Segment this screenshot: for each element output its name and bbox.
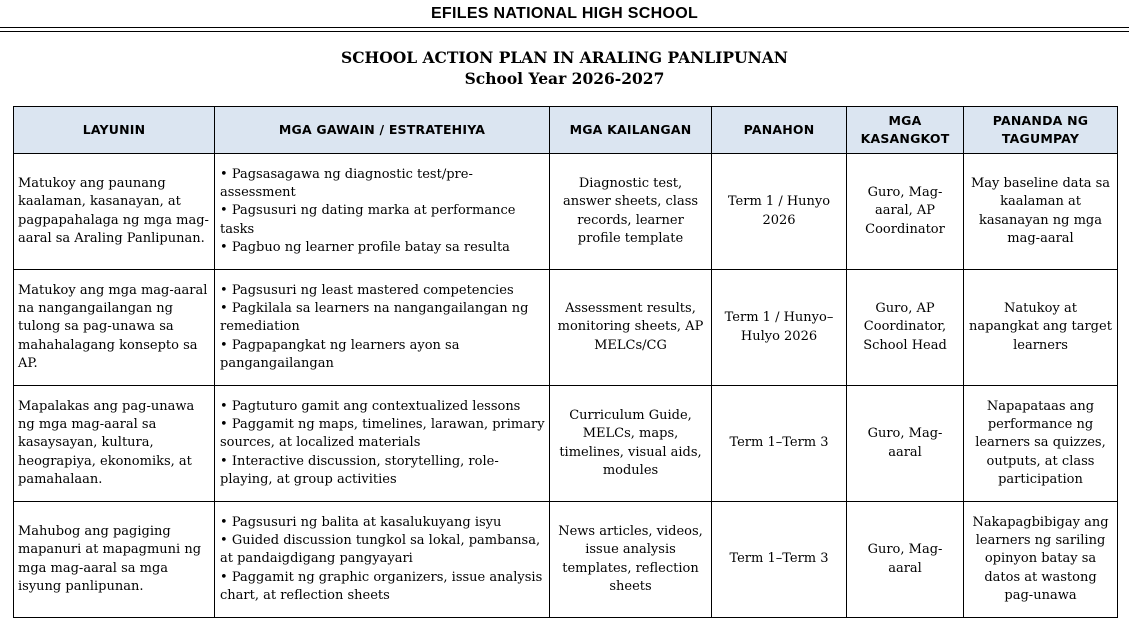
cell-kasangkot: Guro, Mag-aaral, AP Coordinator <box>847 154 964 270</box>
table-row <box>14 502 1118 618</box>
cell-kailangan: Curriculum Guide, MELCs, maps, timelines, visual aids, modules <box>550 386 712 502</box>
gawain-item: • Pagkilala sa learners na nangangailangan ng remediation <box>220 300 545 336</box>
header-rule-thick <box>0 27 1129 28</box>
column-header-gawain: MGA GAWAIN / ESTRATEHIYA <box>215 107 550 154</box>
cell-layunin: Mapalakas ang pag-unawa ng mga mag-aaral sa kasaysayan, kultura, heograpiya, ekonomiks, at pamahalaan. <box>14 386 215 502</box>
cell-panahon: Term 1 / Hunyo–Hulyo 2026 <box>712 270 847 386</box>
gawain-item: • Pagsasagawa ng diagnostic test/pre-assessment <box>220 166 545 202</box>
cell-pananda: Nakapagbibigay ang learners ng sariling opinyon batay sa datos at wastong pag-unawa <box>964 502 1118 618</box>
cell-kasangkot: Guro, Mag-aaral <box>847 386 964 502</box>
cell-pananda: Napapataas ang performance ng learners sa quizzes, outputs, at class participation <box>964 386 1118 502</box>
table-header-row <box>14 107 1118 154</box>
cell-kailangan: Diagnostic test, answer sheets, class records, learner profile template <box>550 154 712 270</box>
gawain-item: • Pagbuo ng learner profile batay sa resulta <box>220 239 545 257</box>
cell-gawain <box>215 386 550 502</box>
gawain-item: • Interactive discussion, storytelling, role-playing, at group activities <box>220 453 545 489</box>
gawain-item: • Paggamit ng maps, timelines, larawan, primary sources, at localized materials <box>220 416 545 452</box>
gawain-item: • Pagsusuri ng balita at kasalukuyang isyu <box>220 514 545 532</box>
action-plan-table <box>13 106 1118 618</box>
column-header-panahon: PANAHON <box>712 107 847 154</box>
school-name: EFILES NATIONAL HIGH SCHOOL <box>430 5 699 22</box>
cell-layunin: Matukoy ang mga mag-aaral na nangangailangan ng tulong sa pag-unawa sa mahahalagang konsepto sa AP. <box>14 270 215 386</box>
table-row <box>14 154 1118 270</box>
cell-gawain <box>215 502 550 618</box>
cell-kailangan: News articles, videos, issue analysis templates, reflection sheets <box>550 502 712 618</box>
cell-kasangkot: Guro, Mag-aaral <box>847 502 964 618</box>
cell-gawain <box>215 270 550 386</box>
cell-pananda: May baseline data sa kaalaman at kasanayan ng mga mag-aaral <box>964 154 1118 270</box>
gawain-item: • Pagpapangkat ng learners ayon sa pangangailangan <box>220 337 545 373</box>
column-header-layunin: LAYUNIN <box>14 107 215 154</box>
cell-pananda: Natukoy at napangkat ang target learners <box>964 270 1118 386</box>
gawain-item: • Paggamit ng graphic organizers, issue analysis chart, at reflection sheets <box>220 569 545 605</box>
cell-kailangan: Assessment results, monitoring sheets, AP MELCs/CG <box>550 270 712 386</box>
header-rule-thin <box>0 31 1129 32</box>
column-header-kailangan: MGA KAILANGAN <box>550 107 712 154</box>
cell-kasangkot: Guro, AP Coordinator, School Head <box>847 270 964 386</box>
cell-gawain <box>215 154 550 270</box>
document-title: SCHOOL ACTION PLAN IN ARALING PANLIPUNAN <box>341 48 788 67</box>
cell-panahon: Term 1–Term 3 <box>712 502 847 618</box>
column-header-kasangkot: MGA KASANGKOT <box>847 107 964 154</box>
cell-panahon: Term 1–Term 3 <box>712 386 847 502</box>
cell-layunin: Matukoy ang paunang kaalaman, kasanayan, at pagpapahalaga ng mga mag-aaral sa Araling Panlipunan. <box>14 154 215 270</box>
gawain-item: • Pagsusuri ng least mastered competencies <box>220 282 545 300</box>
table-row <box>14 386 1118 502</box>
gawain-item: • Pagsusuri ng dating marka at performance tasks <box>220 202 545 238</box>
cell-panahon: Term 1 / Hunyo 2026 <box>712 154 847 270</box>
gawain-item: • Guided discussion tungkol sa lokal, pambansa, at pandaigdigang pangyayari <box>220 532 545 568</box>
cell-layunin: Mahubog ang pagiging mapanuri at mapagmuni ng mga mag-aaral sa mga isyung panlipunan. <box>14 502 215 618</box>
column-header-pananda: PANANDA NG TAGUMPAY <box>964 107 1118 154</box>
gawain-item: • Pagtuturo gamit ang contextualized lessons <box>220 398 545 416</box>
table-row <box>14 270 1118 386</box>
school-year: School Year 2026-2027 <box>464 69 665 88</box>
